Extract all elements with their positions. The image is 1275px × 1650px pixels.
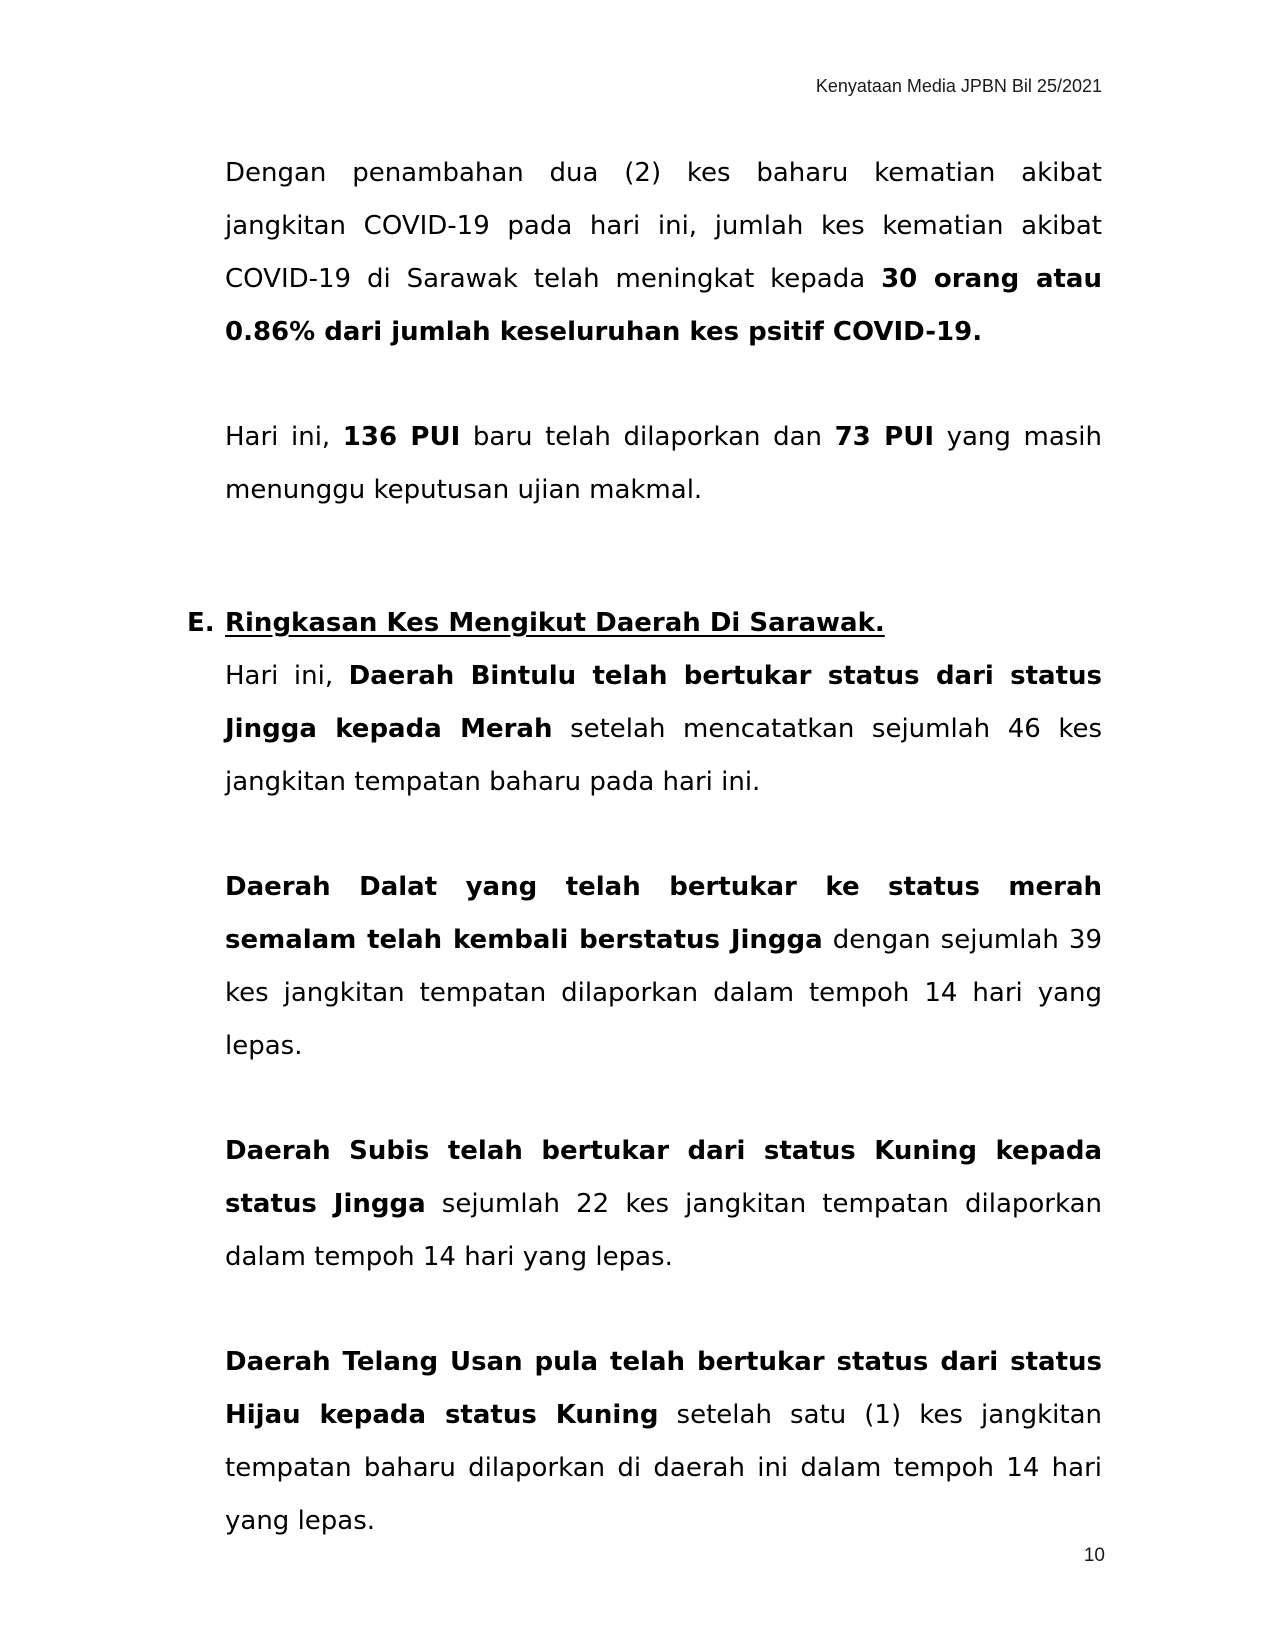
paragraph-dalat xyxy=(225,861,1102,1073)
paragraph-text: Hari ini, xyxy=(225,661,349,691)
paragraph-pui xyxy=(225,411,1102,517)
section-letter: E. xyxy=(187,608,215,638)
paragraph-deaths xyxy=(225,147,1102,359)
paragraph-text: sejumlah 22 kes jangkitan tempatan dilaporkan dalam tempoh 14 hari yang lepas. xyxy=(225,1189,1102,1272)
document-reference-header: Kenyataan Media JPBN Bil 25/2021 xyxy=(815,76,1102,96)
paragraph-text: setelah satu (1) kes jangkitan tempatan baharu dilaporkan di daerah ini dalam tempoh 14 hari yang lepas. xyxy=(225,1400,1102,1536)
paragraph-spacer xyxy=(225,1284,1102,1336)
paragraph-spacer xyxy=(225,517,1102,597)
paragraph-text: Dengan penambahan dua (2) kes baharu kematian akibat jangkitan COVID-19 pada hari ini, jumlah kes kematian akibat COVID-19 di Sarawak telah meningkat kepada xyxy=(225,158,1102,294)
paragraph-bold-text: Daerah Dalat yang telah bertukar ke status merah semalam telah kembali berstatus Jingga xyxy=(225,872,1102,955)
paragraph-bold-text: Daerah Subis telah bertukar dari status Kuning kepada status Jingga xyxy=(225,1136,1102,1219)
paragraph-text: dengan sejumlah 39 kes jangkitan tempatan dilaporkan dalam tempoh 14 hari yang lepas. xyxy=(225,925,1103,1061)
paragraph-spacer xyxy=(225,809,1102,861)
paragraph-subis xyxy=(225,1125,1102,1284)
paragraph-spacer xyxy=(225,359,1102,411)
paragraph-text: yang masih menunggu keputusan ujian makmal. xyxy=(225,422,1102,505)
paragraph-bold-text: Daerah Bintulu telah bertukar status dari status Jingga kepada Merah xyxy=(225,661,1102,744)
document-body xyxy=(187,147,1103,1548)
paragraph-text: baru telah dilaporkan dan xyxy=(460,422,835,452)
paragraph-text: setelah mencatatkan sejumlah 46 kes jangkitan tempatan baharu pada hari ini. xyxy=(225,714,1103,797)
section-heading-e xyxy=(187,597,1102,650)
paragraph-bintulu xyxy=(225,650,1102,809)
paragraph-text: Hari ini, xyxy=(225,422,343,452)
paragraph-bold-text: 30 orang atau 0.86% dari jumlah keseluruhan kes psitif COVID-19. xyxy=(225,264,1102,347)
paragraph-bold-text: 73 PUI xyxy=(834,422,934,452)
paragraph-bold-text: 136 PUI xyxy=(342,422,461,452)
section-title: Ringkasan Kes Mengikut Daerah Di Sarawak. xyxy=(225,608,885,638)
page-number: 10 xyxy=(1083,1545,1105,1566)
paragraph-bold-text: Daerah Telang Usan pula telah bertukar status dari status Hijau kepada status Kuning xyxy=(225,1347,1102,1430)
paragraph-spacer xyxy=(225,1073,1102,1125)
paragraph-telang-usan xyxy=(225,1336,1102,1548)
